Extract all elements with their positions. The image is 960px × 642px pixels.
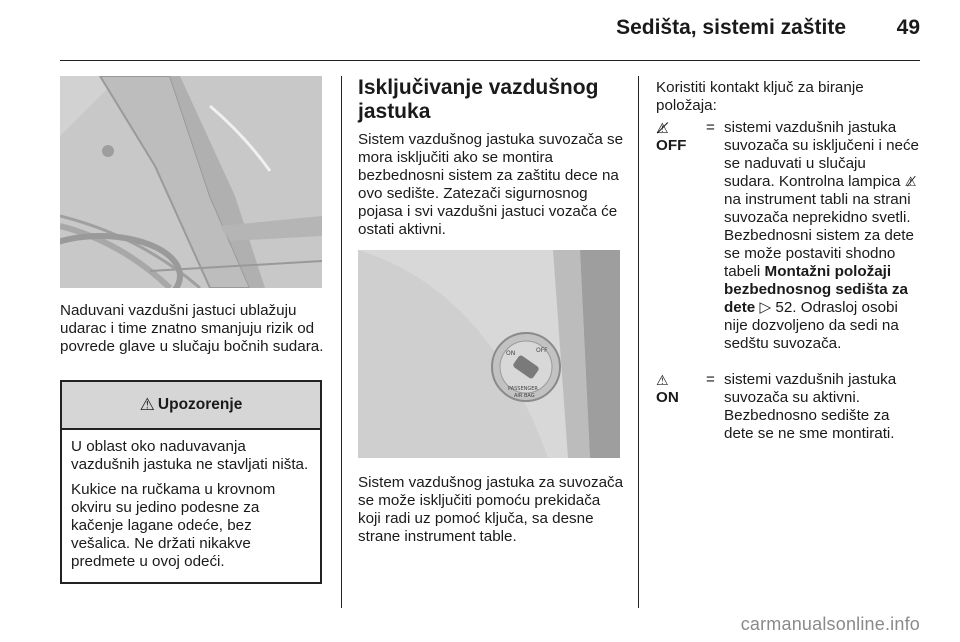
right-intro: Koristiti kontakt ključ za biranje položaja: xyxy=(656,79,864,114)
switch-airbag-label: AIR BAG xyxy=(514,393,535,399)
cross-reference-title: Montažni položaji bezbednosnog sedišta za dete xyxy=(724,263,908,316)
header-rule xyxy=(60,60,920,61)
a-pillar-airbag-photo xyxy=(60,76,322,288)
warning-title: Upozorenje xyxy=(157,396,243,413)
definition-label: ON xyxy=(656,389,679,406)
warning-triangle-icon: ⚠ xyxy=(139,395,155,414)
running-header-title: Sedišta, sistemi zaštite xyxy=(616,16,846,39)
definition-description: sistemi vazdušnih jastuka suvozača su aktivni. Bezbednosno sedište za dete se ne sme montirati. xyxy=(724,371,897,442)
definition-off xyxy=(656,119,920,367)
page-reference: 52. xyxy=(775,299,797,316)
page-number: 49 xyxy=(896,16,920,39)
definition-on xyxy=(656,371,920,451)
column-divider-left xyxy=(341,76,342,608)
switch-passenger-label: PASSENGER xyxy=(508,386,538,392)
switch-on-label: ON xyxy=(506,350,516,357)
warning-header xyxy=(62,382,320,430)
airbag-on-icon: ⚠ xyxy=(656,372,669,388)
airbag-off-icon: ⚠̸ xyxy=(656,120,669,136)
section-intro: Sistem vazdušnog jastuka suvozača se mora isključiti ako se montira bezbednosni sistem za zaštitu dece na ovo sedište. Zatezači sigurnosnog pojasa i svi vazdušni jastuci vozača će ostati aktivni. xyxy=(358,131,624,238)
definition-description: sistemi vazdušnih jastuka suvozača su isključeni i neće se naduvati u slučaju sudara. Kontrolna lampica ⚠̸ na instrument tabli na strani suvozača neprekidno svetli. Bezbednosni sistem za dete se može postaviti shodno tabeli Montažni položaji bezbednosnog sedišta za dete ▷ 52. Odrasloj osobi nije dozvoljeno da sedi na sedštu suvozača. xyxy=(724,119,920,352)
page-reference-icon: ▷ xyxy=(759,299,772,316)
left-caption: Naduvani vazdušni jastuci ublažuju udarac i time znatno smanjuju rizik od povrede glave u slučaju bočnih sudara. xyxy=(60,302,324,355)
airbag-switch-photo xyxy=(358,250,620,458)
section-heading: Isključivanje vazdušnog jastuka xyxy=(358,76,599,123)
column-divider-right xyxy=(638,76,639,608)
definition-equals: = xyxy=(706,119,715,136)
watermark: carmanualsonline.info xyxy=(740,614,920,634)
warning-box xyxy=(60,380,322,584)
definition-label: OFF xyxy=(656,137,687,154)
warning-body xyxy=(62,430,320,571)
warning-paragraph: U oblast oko naduvavanja vazdušnih jastuka ne stavljati ništa. xyxy=(71,438,309,473)
switch-off-label: OFF xyxy=(536,347,548,354)
definition-equals: = xyxy=(706,371,715,388)
switch-caption: Sistem vazdušnog jastuka za suvozača se može isključiti pomoću prekidača koji radi uz pomoć ključa, sa desne strane instrument table. xyxy=(358,474,624,545)
airbag-off-icon: ⚠̸ xyxy=(904,174,917,189)
warning-paragraph: Kukice na ručkama u krovnom okviru su jedino podesne za kačenje lagane odeće, bez vešalica. Ne držati nikakve predmete u ovoj odeći. xyxy=(71,481,276,570)
